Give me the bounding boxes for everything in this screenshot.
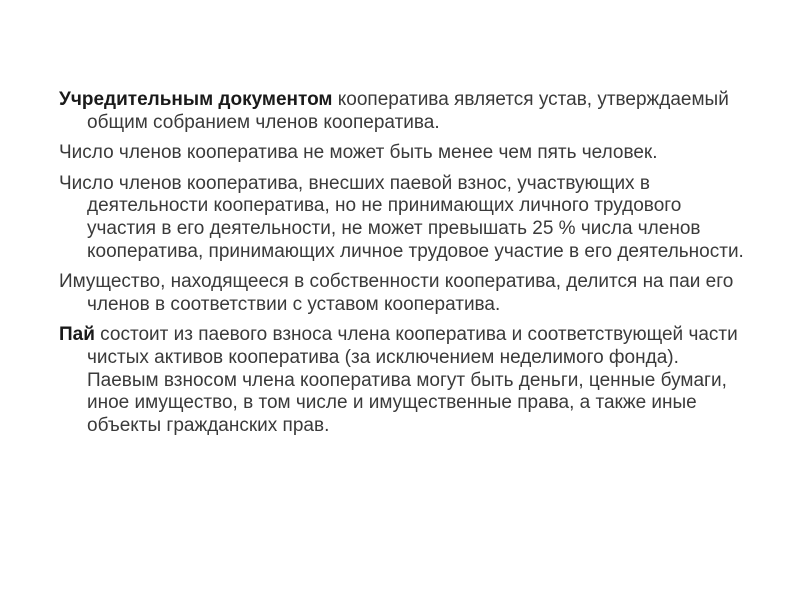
paragraph-text: Имущество, находящееся в собственности кооператива, делится на паи его членов в соответствии с уставом кооператива.	[59, 271, 734, 315]
paragraph-text: состоит из паевого взноса члена кооператива и соответствующей части чистых активов кооператива (за исключением неделимого фонда). Паевым взносом члена кооператива могут быть деньги, ценные бумаги, иное имущество, в том числе и имущественные права, а также иные объекты гражданских прав.	[87, 324, 738, 436]
paragraph-property-shares	[59, 271, 749, 316]
paragraph-lead-term: Учредительным документом	[59, 89, 333, 110]
paragraph-text: кооператива является устав, утверждаемый общим собранием членов кооператива.	[87, 89, 729, 133]
paragraph-minimum-members	[59, 142, 749, 165]
paragraph-share-definition	[59, 324, 749, 437]
slide-body	[59, 89, 749, 445]
paragraph-text: Число членов кооператива, внесших паевой взнос, участвующих в деятельности кооператива, но не принимающих личного трудового участия в его деятельности, не может превышать 25 % числа членов кооператива, принимающих личное трудовое участие в его деятельности.	[59, 172, 744, 262]
paragraph-lead-term: Пай	[59, 324, 95, 346]
paragraph-text: Число членов кооператива не может быть менее чем пять человек.	[59, 142, 658, 164]
paragraph-associate-members-limit	[59, 173, 749, 263]
paragraph-founding-document	[59, 89, 749, 134]
